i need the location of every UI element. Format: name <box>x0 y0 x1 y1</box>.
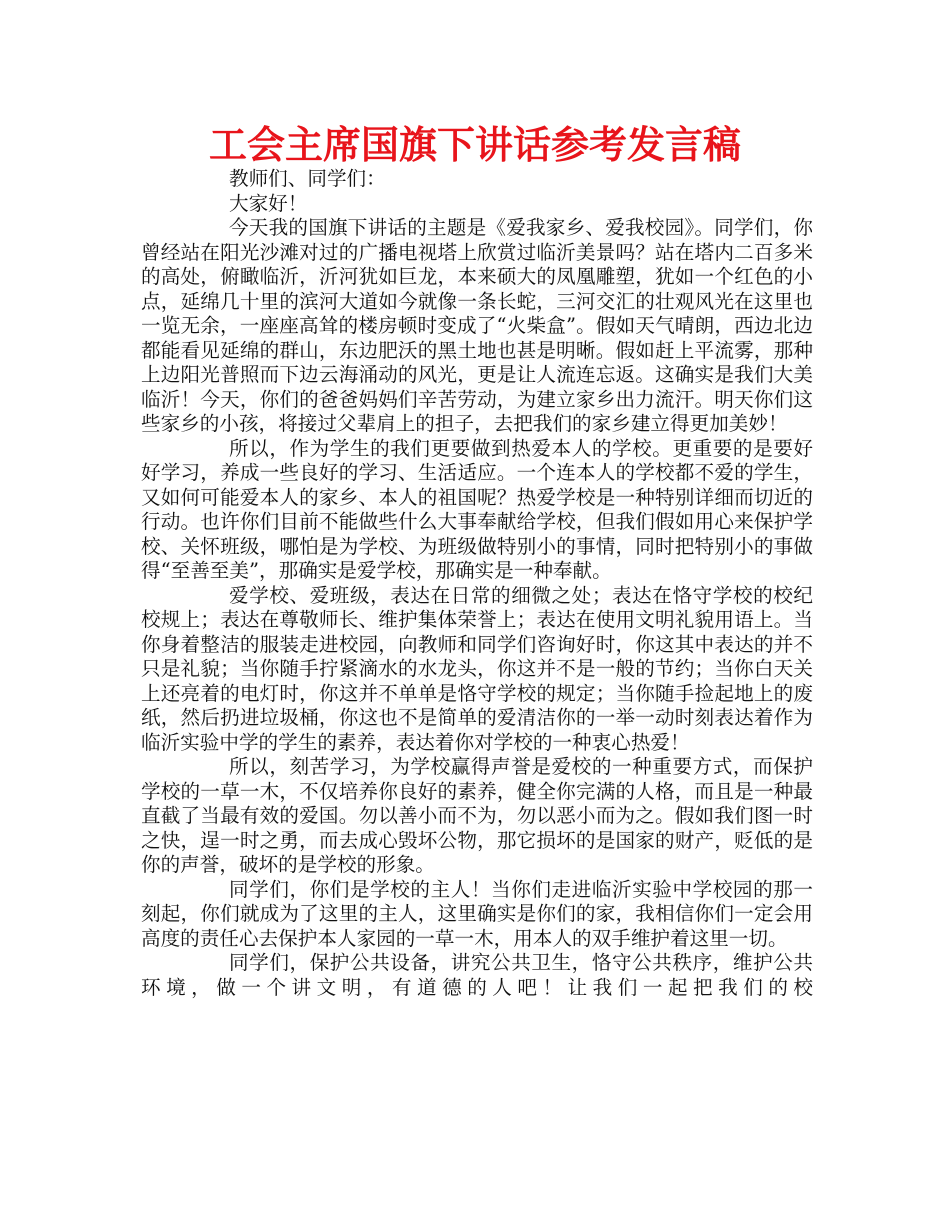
paragraph: 所以，刻苦学习，为学校赢得声誉是爱校的一种重要方式，而保护学校的一草一木，不仅培养你良好的素养，健全你完满的人格，而且是一种最直截了当最有效的爱国。勿以善小而不为，勿以恶小而为之。假如我们图一时之快，逞一时之勇，而去成心毁坏公物，那它损坏的是国家的财产，贬低的是你的声誉，破坏的是学校的形象。 <box>141 755 813 876</box>
paragraph: 同学们，保护公共设备，讲究公共卫生，恪守公共秩序，维护公共环境，做一个讲文明，有道德的人吧！让我们一起把我们的校 <box>141 951 813 999</box>
paragraph: 同学们，你们是学校的主人！当你们走进临沂实验中学校园的那一刻起，你们就成为了这里的主人，这里确实是你们的家，我相信你们一定会用高度的责任心去保护本人家园的一草一木，用本人的双手维护着这里一切。 <box>141 877 813 950</box>
paragraph: 所以，作为学生的我们更要做到热爱本人的学校。更重要的是要好好学习，养成一些良好的学习、生活适应。一个连本人的学校都不爱的学生，又如何可能爱本人的家乡、本人的祖国呢？热爱学校是一种特别详细而切近的行动。也许你们目前不能做些什么大事奉献给学校，但我们假如用心来保护学校、关怀班级，哪怕是为学校、为班级做特别小的事情，同时把特别小的事做得“至善至美”，那确实是爱学校，那确实是一种奉献。 <box>141 436 813 582</box>
document-body <box>141 167 813 1000</box>
salutation: 教师们、同学们： <box>229 167 386 190</box>
paragraph: 爱学校、爱班级，表达在日常的细微之处；表达在恪守学校的校纪校规上；表达在尊敬师长、维护集体荣誉上；表达在使用文明礼貌用语上。当你身着整洁的服装走进校园，向教师和同学们咨询好时，你这其中表达的并不只是礼貌；当你随手拧紧滴水的水龙头，你这并不是一般的节约；当你白天关上还亮着的电灯时，你这并不单单是恪守学校的规定；当你随手捡起地上的废纸，然后扔进垃圾桶，你这也不是简单的爱清洁你的一举一动时刻表达着作为临沂实验中学的学生的素养，表达着你对学校的一种衷心热爱！ <box>141 583 813 754</box>
greeting: 大家好！ <box>229 191 308 215</box>
paragraph: 今天我的国旗下讲话的主题是《爱我家乡、爱我校园》。同学们，你曾经站在阳光沙滩对过的广播电视塔上欣赏过临沂美景吗？站在塔内二百多米的高处，俯瞰临沂，沂河犹如巨龙，本来硕大的凤凰雕塑，犹如一个红色的小点，延绵几十里的滨河大道如今就像一条长蛇，三河交汇的壮观风光在这里也一览无余，一座座高耸的楼房顿时变成了“火柴盒”。假如天气晴朗，西边北边都能看见延绵的群山，东边肥沃的黑土地也甚是明晰。假如赶上平流雾，那种上边阳光普照而下边云海涌动的风光，更是让人流连忘返。这确实是我们大美临沂！今天，你们的爸爸妈妈们辛苦劳动，为建立家乡出力流汗。明天你们这些家乡的小孩，将接过父辈肩上的担子，去把我们的家乡建立得更加美妙！ <box>141 216 813 435</box>
document-title: 工会主席国旗下讲话参考发言稿 <box>208 123 741 167</box>
